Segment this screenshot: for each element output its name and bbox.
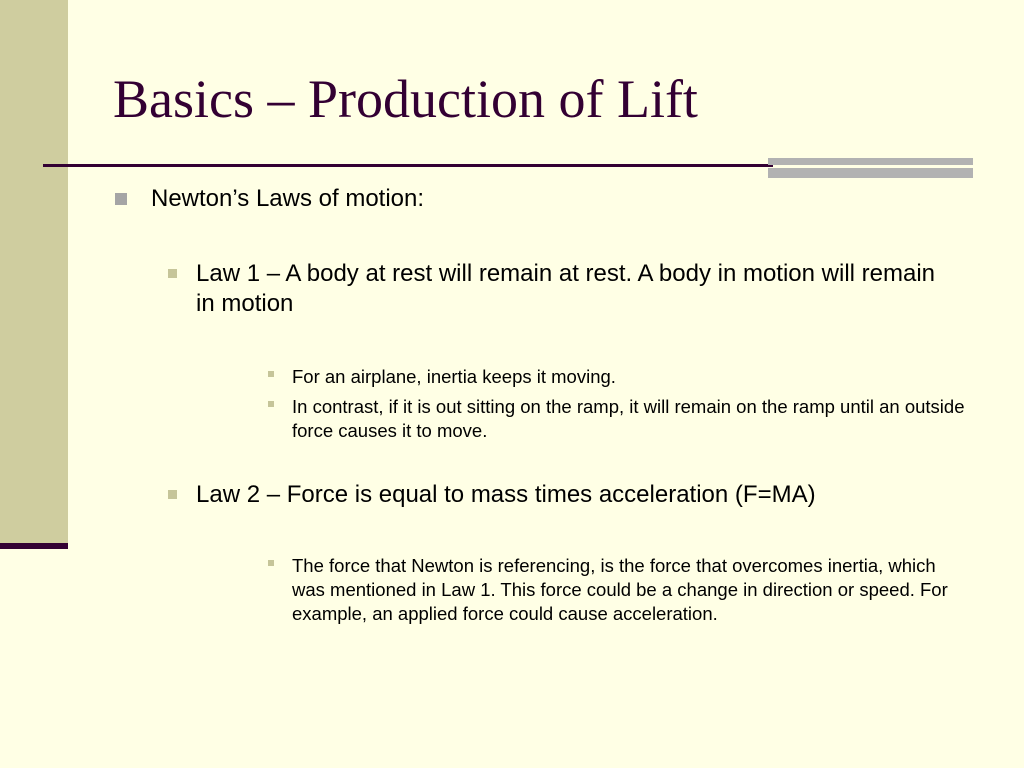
bullet-text: Newton’s Laws of motion:: [151, 185, 425, 212]
bullet-item: [151, 184, 951, 214]
slide-title: Basics – Production of Lift: [113, 69, 698, 129]
bullet-text: For an airplane, inertia keeps it moving.: [292, 366, 616, 387]
decorative-bar-bottom: [768, 168, 973, 178]
square-bullet-icon: [268, 371, 274, 377]
bullet-text: The force that Newton is referencing, is the force that overcomes inertia, which was mentioned in Law 1. This force could be a change in direction or speed. For example, an applied force could cause acceleration.: [292, 555, 948, 624]
bullet-text: Law 2 – Force is equal to mass times acceleration (F=MA): [196, 481, 816, 508]
bullet-item: [292, 395, 982, 443]
bullet-item: [196, 480, 976, 510]
bullet-text: In contrast, if it is out sitting on the ramp, it will remain on the ramp until an outside force causes it to move.: [292, 396, 965, 441]
side-accent-bar: [0, 0, 68, 545]
decorative-bars: [768, 158, 973, 180]
square-bullet-icon: [115, 193, 127, 205]
decorative-bar-top: [768, 158, 973, 165]
title-underline: [43, 164, 773, 167]
side-accent-bar-base: [0, 543, 68, 549]
bullet-item: [292, 554, 972, 626]
square-bullet-icon: [168, 490, 177, 499]
square-bullet-icon: [268, 401, 274, 407]
square-bullet-icon: [168, 269, 177, 278]
bullet-text: Law 1 – A body at rest will remain at rest. A body in motion will remain in motion: [196, 260, 936, 317]
bullet-item: [292, 365, 982, 389]
square-bullet-icon: [268, 560, 274, 566]
bullet-item: [196, 259, 956, 319]
